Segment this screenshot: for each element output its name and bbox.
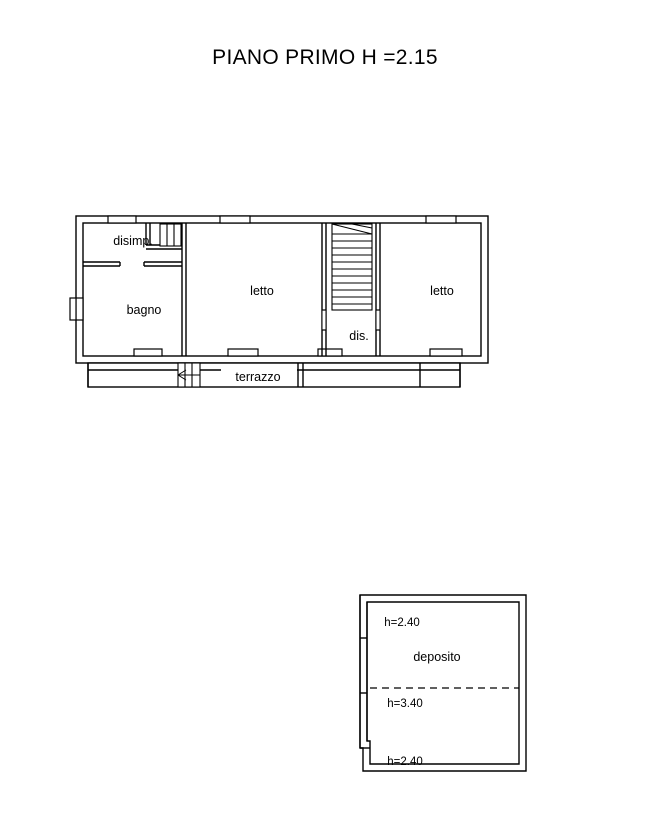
room-label-letto-1: letto [250, 284, 274, 298]
staircase [332, 224, 372, 310]
first-floor-plan-svg [60, 200, 520, 410]
room-label-disimp: disimp. [113, 234, 153, 248]
corridor-door-openings [324, 310, 378, 330]
height-label-bottom: h=2.40 [387, 756, 423, 768]
room-label-dis: dis. [349, 329, 369, 343]
room-label-deposito: deposito [413, 650, 461, 664]
height-label-top: h=2.40 [384, 617, 420, 629]
room-label-bagno: bagno [126, 303, 162, 317]
door-hatch-disimp [160, 224, 181, 246]
deposit-plan [350, 588, 540, 783]
room-label-letto-2: letto [430, 284, 454, 298]
window-opening-left [70, 298, 83, 320]
first-floor-plan [60, 200, 520, 410]
window-openings-top [108, 216, 456, 223]
terrazzo-access [178, 363, 200, 387]
window-openings-bottom [134, 349, 462, 356]
page-title: PIANO PRIMO H =2.15 [212, 46, 438, 69]
deposit-plan-svg [350, 588, 540, 783]
room-label-terrazzo: terrazzo [235, 370, 281, 384]
height-label-middle: h=3.40 [387, 698, 423, 710]
